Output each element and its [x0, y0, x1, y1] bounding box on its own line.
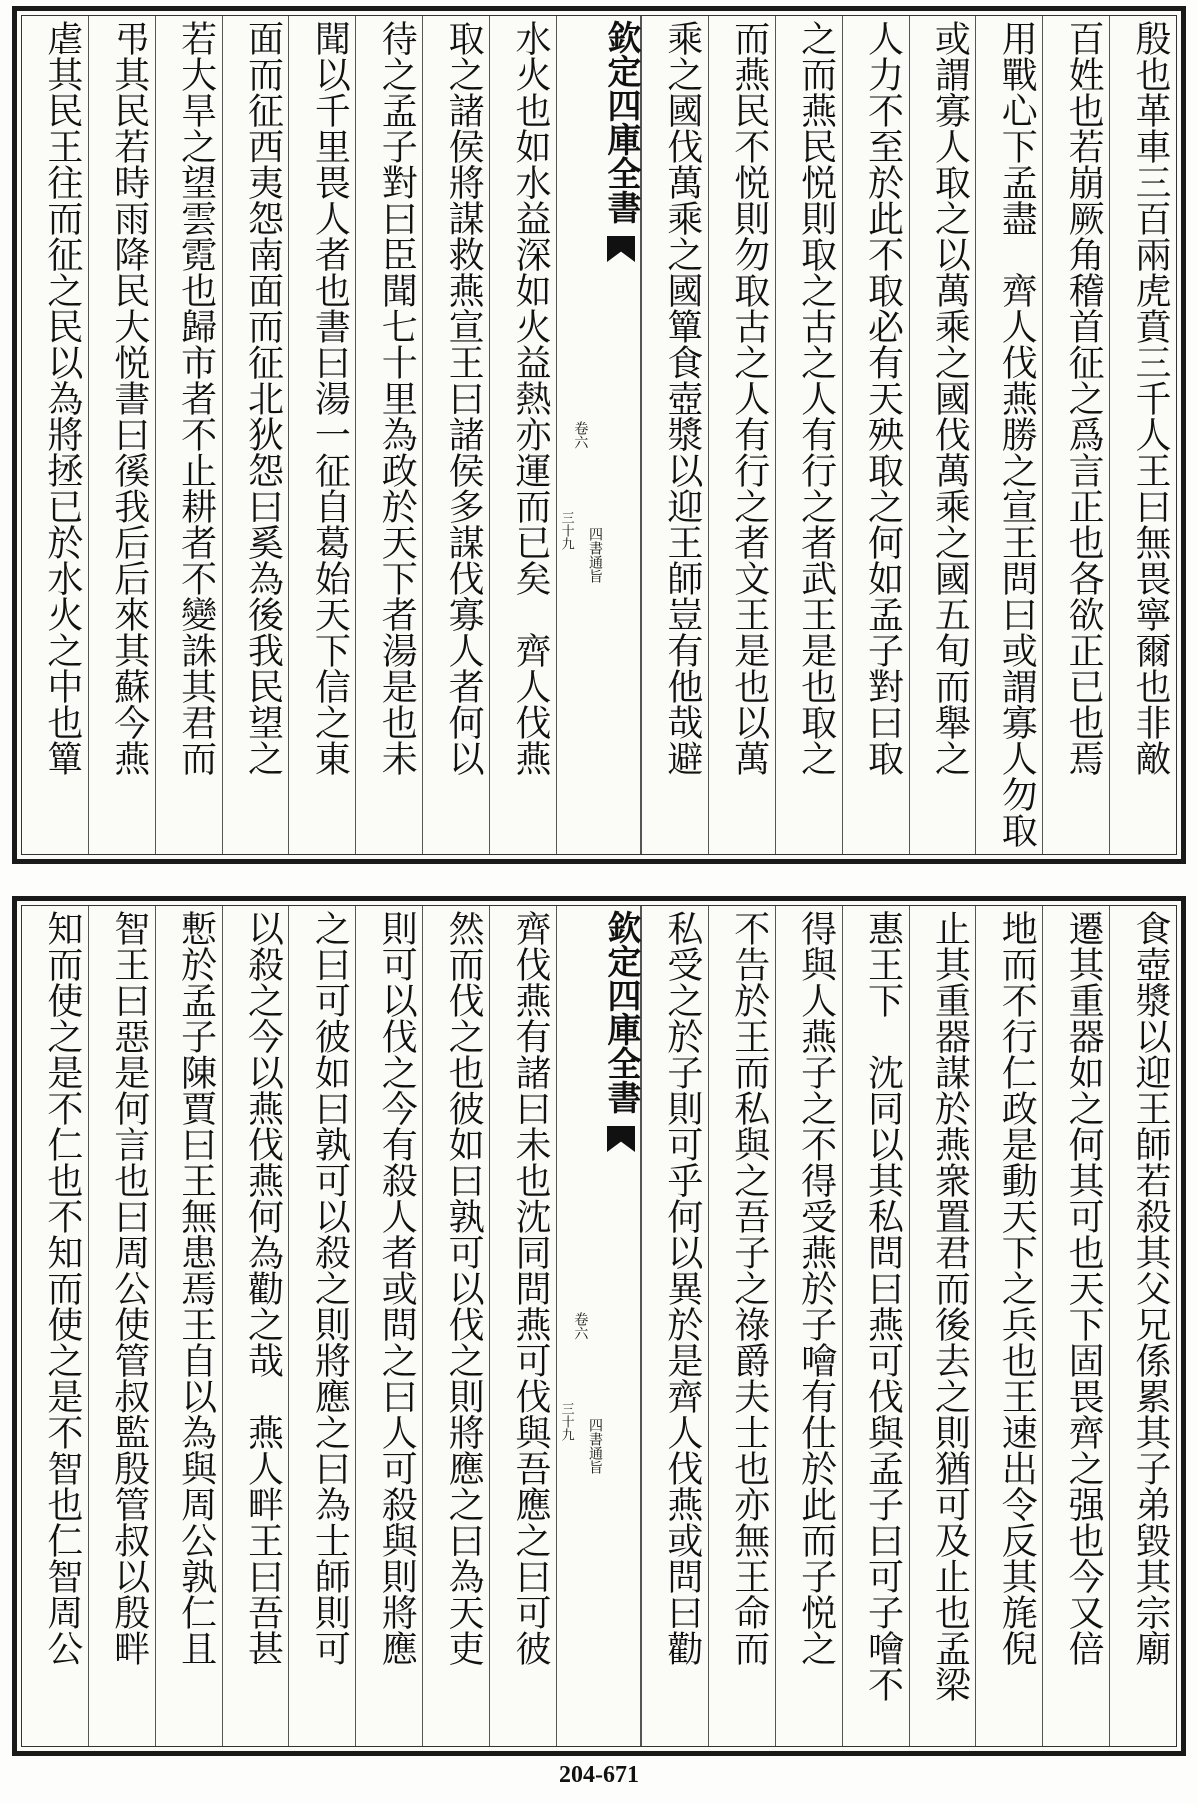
text-column: 百姓也若崩厥角稽首征之爲言正也各欲正已也焉: [1042, 16, 1109, 854]
page-number: 三十九: [558, 1401, 574, 1441]
text-column: 之曰可彼如曰孰可以殺之則將應之曰為士師則可: [288, 906, 355, 1746]
center-column: [556, 906, 641, 1746]
library-title: 欽定四庫全書: [601, 20, 641, 224]
text-column: 用戰心下孟盡 齊人伐燕勝之宣王問曰或謂寡人勿取: [975, 16, 1042, 854]
text-column: 私受之於子則可乎何以異於是齊人伐燕或問曰勸: [641, 906, 708, 1746]
volume-label: 卷六: [572, 421, 589, 449]
text-column: 聞以千里畏人者也書曰湯一征自葛始天下信之東: [288, 16, 355, 854]
text-column: 水火也如水益深如火益熱亦運而已矣 齊人伐燕: [489, 16, 556, 854]
volume-label: 卷六: [572, 1312, 589, 1340]
text-column: 之而燕民悦則取之古之人有行之者武王是也取之: [775, 16, 842, 854]
text-column: 取之諸侯將謀救燕宣王曰諸侯多謀伐寡人者何以: [422, 16, 489, 854]
text-column: 然而伐之也彼如曰孰可以伐之則將應之曰為天吏: [422, 906, 489, 1746]
text-column: 殷也革車三百兩虎賁三千人王曰無畏寧爾也非敵: [1109, 16, 1176, 854]
top-page: [12, 6, 1186, 864]
text-column: 面而征西夷怨南面而征北狄怨曰奚為後我民望之: [222, 16, 289, 854]
text-column: 遷其重器如之何其可也天下固畏齊之强也今又倍: [1042, 906, 1109, 1746]
text-column: 乘之國伐萬乘之國簞食壺漿以迎王師豈有他哉避: [641, 16, 708, 854]
text-column: 弔其民若時雨降民大悦書曰徯我后后來其蘇今燕: [88, 16, 155, 854]
text-column: 或謂寡人取之以萬乘之國伐萬乘之國五旬而舉之: [909, 16, 976, 854]
text-column: 虐其民王往而征之民以為將拯已於水火之中也簞: [41, 20, 83, 776]
text-column: 齊伐燕有諸曰未也沈同問燕可伐與吾應之曰可彼: [489, 906, 556, 1746]
text-column: 待之孟子對曰臣聞七十里為政於天下者湯是也未: [355, 16, 422, 854]
text-column: 則可以伐之今有殺人者或問之曰人可殺與則將應: [355, 906, 422, 1746]
text-column: 人力不至於此不取必有天殃取之何如孟子對曰取: [842, 16, 909, 854]
page-number: 三十九: [558, 510, 574, 550]
fish-tail-icon: [607, 1126, 635, 1152]
fish-tail-icon: [607, 236, 635, 262]
book-title: 四書通旨: [587, 1418, 603, 1474]
text-column: 知而使之是不仁也不知而使之是不智也仁智周公: [41, 910, 83, 1666]
book-title: 四書通旨: [587, 527, 603, 583]
text-column: 地而不行仁政是動天下之兵也王速出令反其旄倪: [975, 906, 1042, 1746]
text-column: 止其重器謀於燕衆置君而後去之則猶可及止也孟梁: [909, 906, 976, 1746]
text-column: 智王曰惡是何言也曰周公使管叔監殷管叔以殷畔: [88, 906, 155, 1746]
center-column: [556, 16, 641, 854]
text-column: 若大旱之望雲霓也歸市者不止耕者不變誅其君而: [155, 16, 222, 854]
bottom-page-frame: [21, 905, 1177, 1747]
text-column: 惠王下 沈同以其私問曰燕可伐與孟子曰可子噲不: [842, 906, 909, 1746]
text-column: 而燕民不悦則勿取古之人有行之者文王是也以萬: [708, 16, 775, 854]
text-column: 得與人燕子之不得受燕於子噲有仕於此而子悦之: [775, 906, 842, 1746]
top-page-frame: [21, 15, 1177, 855]
text-column: 慙於孟子陳賈曰王無患焉王自以為與周公孰仁且: [155, 906, 222, 1746]
text-column: 食壺漿以迎王師若殺其父兄係累其子弟毀其宗廟: [1109, 906, 1176, 1746]
text-column: 不告於王而私與之吾子之祿爵夫士也亦無王命而: [708, 906, 775, 1746]
library-title: 欽定四庫全書: [601, 910, 641, 1114]
text-column: 以殺之今以燕伐燕何為勸之哉 燕人畔王曰吾甚: [222, 906, 289, 1746]
bottom-page: [12, 896, 1186, 1756]
page-footer-number: 204-671: [559, 1762, 639, 1788]
